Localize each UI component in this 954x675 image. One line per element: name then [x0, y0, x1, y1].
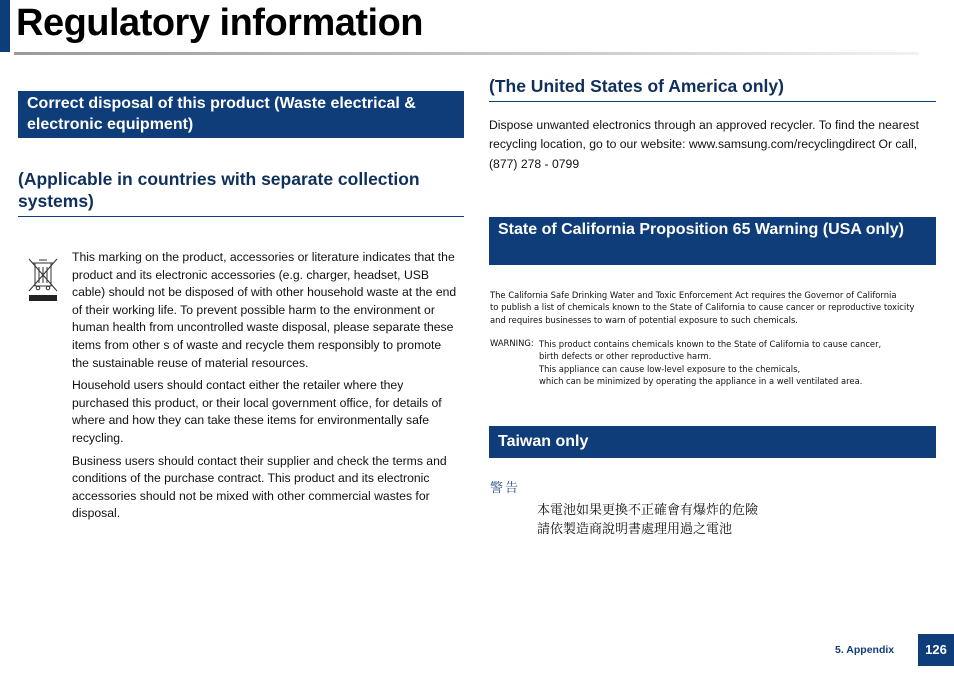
applicable-divider [18, 216, 464, 217]
disposal-paragraph-3: Business users should contact their supplier and check the terms and conditions of the purchase contract. This product and its electronic accessories should not be mixed with other commercial wastes for disposal. [72, 453, 447, 521]
california-heading-box [489, 217, 936, 265]
california-warning-label: WARNING: [490, 338, 534, 348]
california-warning-text: This product contains chemicals known to the State of California to cause cancer, birth defects or other reproductive harm. This appliance can cause low-level exposure to the chemicals, which can be minimized by operating the appliance in a well ventilated area. [539, 339, 882, 386]
california-act-text: The California Safe Drinking Water and Toxic Enforcement Act requires the Governor of California to publish a list of chemicals known to the State of California to cause cancer or reproductive toxicity and requires businesses to warn of potential exposure to such chemicals. [490, 290, 915, 325]
disposal-heading: Correct disposal of this product (Waste electrical & electronic equipment) [27, 95, 416, 133]
applicable-heading: (Applicable in countries with separate collection systems) [18, 169, 420, 211]
usa-text: Dispose unwanted electronics through an approved recycler. To find the nearest recycling location, go to our website: www.samsung.com/recyclingdirect Or call, (877) 278 - 0799 [489, 118, 919, 171]
header-accent-bar [0, 0, 10, 52]
taiwan-warning-line-1: 本電池如果更換不正確會有爆炸的危險 [537, 502, 759, 517]
page-number: 126 [918, 634, 954, 666]
weee-bin-icon [26, 256, 60, 304]
title-divider [14, 52, 919, 55]
disposal-heading-box [18, 91, 464, 138]
disposal-paragraph-2: Household users should contact either the retailer where they purchased this product, or their local government office, for details of where and how they can take these items for environmentally safe recycling. [72, 378, 442, 445]
california-heading: State of California Proposition 65 Warning (USA only) [498, 221, 904, 238]
taiwan-heading-box [489, 426, 936, 458]
usa-divider [489, 101, 936, 102]
footer-section-label: 5. Appendix [835, 644, 895, 656]
disposal-paragraph-1: This marking on the product, accessories or literature indicates that the product and its electronic accessories (e.g. charger, headset, USB cable) should not be disposed of with other household waste at the end of their working life. To prevent possible harm to the environment or human health from uncontrolled waste disposal, please separate these items from other s of waste and recycle them responsibly to promote the sustainable reuse of material resources. [72, 250, 457, 370]
page-title: Regulatory information [16, 2, 424, 44]
taiwan-warning-label: 警告 [490, 480, 521, 495]
taiwan-warning-line-2: 請依製造商說明書處理用過之電池 [537, 521, 733, 536]
usa-heading: (The United States of America only) [489, 76, 784, 96]
disposal-body [72, 249, 460, 528]
taiwan-heading: Taiwan only [498, 433, 589, 450]
